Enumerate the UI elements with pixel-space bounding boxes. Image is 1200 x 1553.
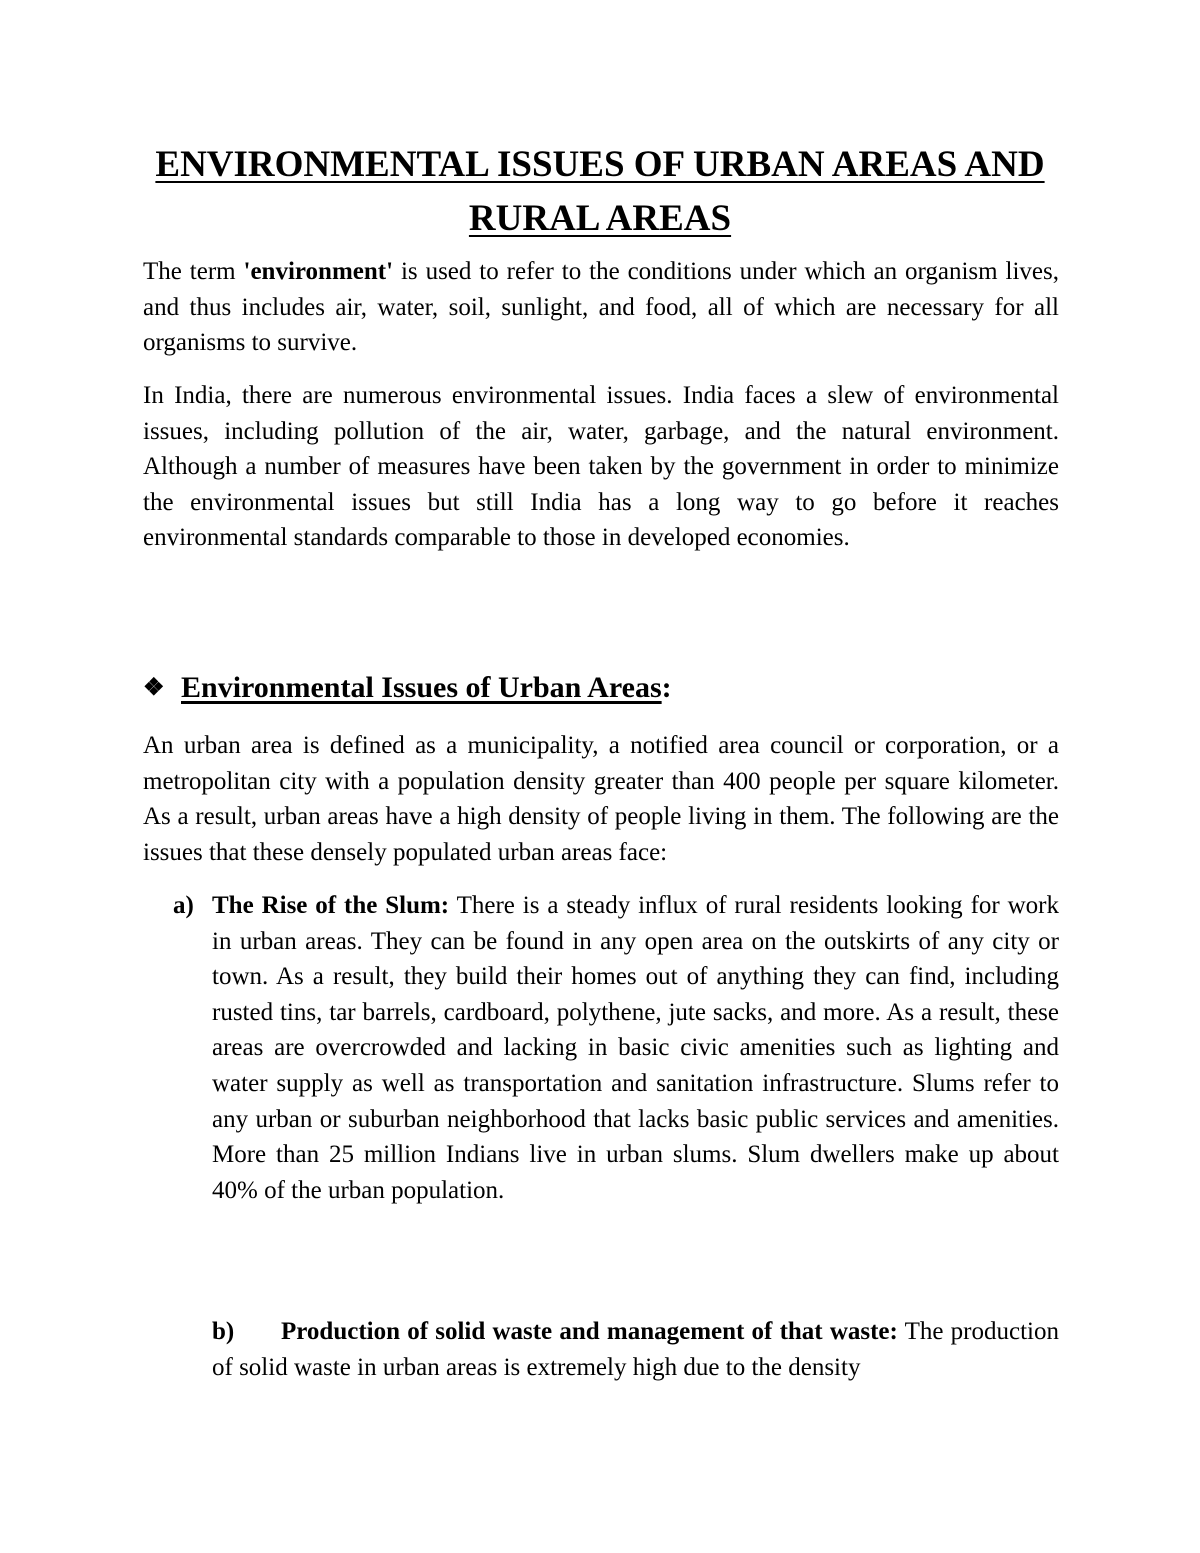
list-item-marker: a) xyxy=(173,892,194,919)
title-line-1: ENVIRONMENTAL ISSUES OF URBAN AREAS AND xyxy=(155,144,1045,185)
title-line-2: RURAL AREAS xyxy=(468,198,732,239)
list-item xyxy=(143,888,1059,1208)
section-heading-urban xyxy=(143,668,1059,708)
section-heading-suffix: : xyxy=(661,671,672,704)
india-issues-paragraph: In India, there are numerous environmental issues. India faces a slew of environmental issues, including pollution of the air, water, garbage, and the natural environment. Although a number of measures have been taken by the government in order to minimize the environmental issues but still India has a long way to go before it reaches environmental standards comparable to those in developed economies. xyxy=(143,382,1059,552)
intro-text-before: The term xyxy=(143,258,244,285)
intro-text-after: is used to refer to the conditions under which an organism lives, and thus includes air, water, soil, sunlight, and food, all of which are necessary for all organisms to survive. xyxy=(143,258,1059,357)
list-item-text: There is a steady influx of rural residents looking for work in urban areas. They can be found in any open area on the outskirts of any city or town. As a result, they build their homes out of anything they can find, including rusted tins, tar barrels, cardboard, polythene, jute sacks, and more. As a result, these areas are overcrowded and lacking in basic civic amenities such as lighting and water supply as well as transportation and sanitation infrastructure. Slums refer to any urban or suburban neighborhood that lacks basic public services and amenities. More than 25 million Indians live in urban slums. Slum dwellers make up about 40% of the urban population. xyxy=(212,892,1059,1204)
list-item xyxy=(143,1314,1059,1385)
list-item-marker: b) xyxy=(212,1318,235,1345)
list-item-body xyxy=(212,888,1059,1208)
list-item-body xyxy=(212,1314,1059,1385)
list-item-title: Production of solid waste and management of that waste: xyxy=(281,1318,898,1345)
section-heading-text: Environmental Issues of Urban Areas xyxy=(181,671,662,704)
list-item-text: The production of solid waste in urban areas is extremely high due to the density xyxy=(212,1318,1059,1381)
intro-paragraph xyxy=(143,254,1059,361)
diamond-bullet-icon: ❖ xyxy=(143,675,165,701)
list-item-title: The Rise of the Slum: xyxy=(212,892,450,919)
document-title xyxy=(140,138,1060,246)
intro-bold-term: 'environment' xyxy=(243,258,394,285)
urban-definition-paragraph: An urban area is defined as a municipality, a notified area council or corporation, or a metropolitan city with a population density greater than 400 people per square kilometer. As a result, urban areas have a high density of people living in them. The following are the issues that these densely populated urban areas face: xyxy=(143,732,1059,866)
